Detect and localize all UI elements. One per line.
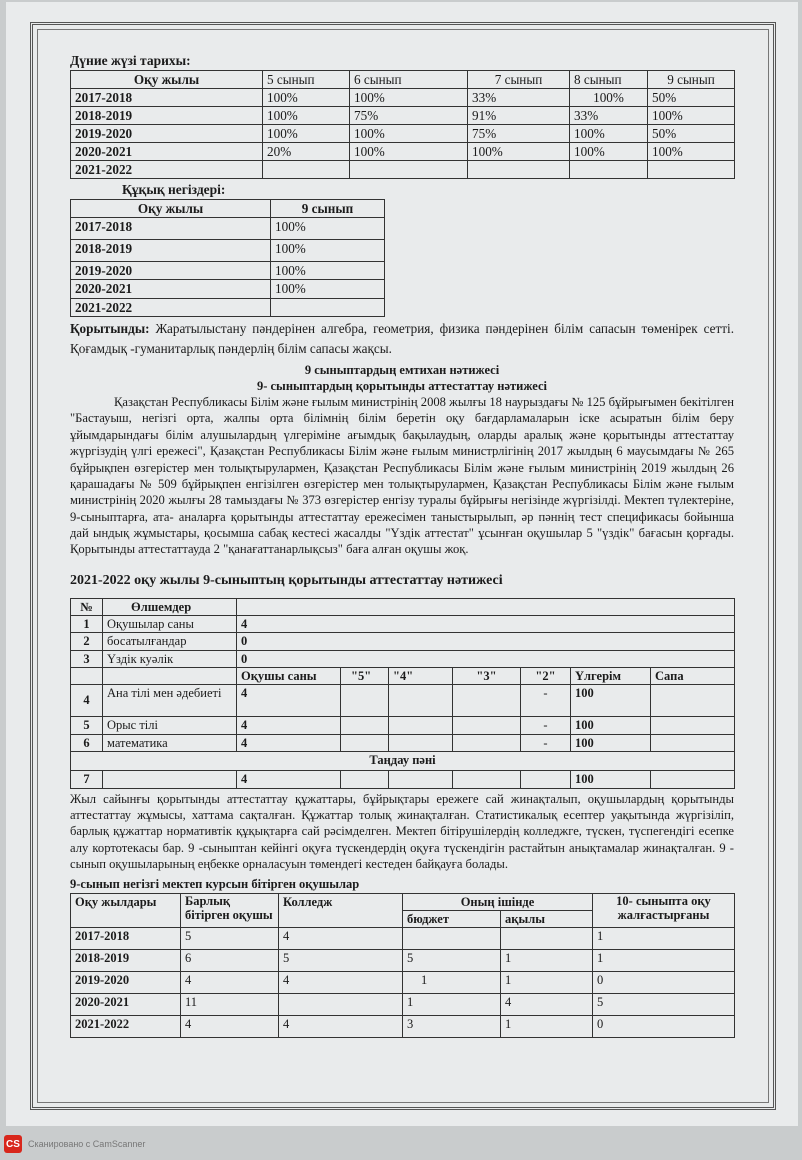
grade-cell <box>389 771 453 788</box>
law-table <box>70 199 385 317</box>
table-cell: 100% <box>263 106 350 124</box>
table-row <box>71 735 735 752</box>
subheader-cell: "4" <box>389 667 453 684</box>
table-row <box>71 106 735 124</box>
subject-label <box>103 771 237 788</box>
table-row <box>71 218 385 240</box>
performance-cell: 100 <box>571 685 651 717</box>
table-cell: 33% <box>570 106 648 124</box>
exam-paragraph: Қазақстан Республикасы Білім және ғылым министрінің 2008 жылғы 18 наурыздағы № 125 бұйрығымен бекітілген "Бастауыш, негізгі орта, жалпы орта білімнің білім беретін оқу бағдарламаларын іске асыратын білім беру ұйымдарындағы білім алушылардың үлгеріміне ағымдық бақылаудың, оларды аралық және қорытынды аттестаттау жүргізудің үлгі ережесі", Қазақстан Республикасы Білім және ғылым министрлігінің 2017 жылдың 6 маусымдағы № 265 бұйрықпен өзгерістер мен толықтырулармен, Қазақстан Республикасы Білім және ғылым министрінің 2019 жылдың 26 қарашадағы № 509 бұйрықпен енгізілген өзгерістер мен толықтырулармен, Қазақстан Республикасы Білім және ғылым министрінің 2020 жылғы 28 тамыздағы № 373 өзгерістер енгізу туралы бұйрығы негізінде жүргізілді. Мектеп түлектеріне, 9-сыныптарға, ата- аналарға қорытынды аттестаттау ережесімен таныстырылып, әр пәннің тест спецификасы бойынша дай ындық жұмыстары, қосымша сабақ кестесі жасалды "Үздік аттестат" ұсынған оқушылар 5 "үздік" бағасын қорғады. Қорытынды аттестаттауда 2 "қанағаттанарлықсыз" баға алған оқушы жоқ. <box>70 395 734 557</box>
table-cell: 100% <box>263 125 350 143</box>
documents-paragraph: Жыл сайынғы қорытынды аттестаттау құжаттары, бұйрықтары ережеге сай жинақталып, оқушылардың қорытынды аттестаттау жұмысы, хаттама сақталған. Құжаттар толық жинақталған. Статистикалық есептер уақытында жүргізіліп, барлық құжаттар нормативтік құқықтарға сай рәсімделген. Мектеп бітірушілердің колледжге, түскен, түспегендігі есепке алу кортотекасы бар. 9 -сыныптан кейінгі оқуға түскендердің оқуға түскендігін растайтын анықтамалар жинақталған. 9 - сынып оқушыларының еңбекке орналасуын төмендегі кестеден байқауға болады. <box>70 791 734 872</box>
row-number: 3 <box>71 650 103 667</box>
student-count: 4 <box>237 735 341 752</box>
student-count: 4 <box>237 717 341 735</box>
table-cell: 100% <box>570 125 648 143</box>
table-cell: 100% <box>570 88 648 106</box>
graduates-table <box>70 893 735 1039</box>
table-cell: 5 <box>403 950 501 972</box>
table-row <box>71 771 735 788</box>
table-row <box>71 143 735 161</box>
year-cell: 2021-2022 <box>71 161 263 179</box>
table-cell: 20% <box>263 143 350 161</box>
header-cell: 7 сынып <box>468 70 570 88</box>
subject-label: математика <box>103 735 237 752</box>
subject-label: Орыс тілі <box>103 717 237 735</box>
table-row <box>71 240 385 262</box>
year-cell: 2017-2018 <box>71 88 263 106</box>
row-number: 7 <box>71 771 103 788</box>
table-cell: 1 <box>501 1016 593 1038</box>
table-cell: 100% <box>648 106 735 124</box>
table-cell <box>501 928 593 950</box>
header-cell: 5 сынып <box>263 70 350 88</box>
table-cell: 1 <box>501 972 593 994</box>
table-cell: 50% <box>648 125 735 143</box>
budget-header: бюджет <box>403 910 501 927</box>
total-header: Барлық бітірген оқушы <box>181 893 279 928</box>
table-cell: 100% <box>271 262 385 280</box>
table-cell: 100% <box>350 88 468 106</box>
table-cell: 5 <box>181 928 279 950</box>
student-count: 4 <box>237 771 341 788</box>
year-cell: 2017-2018 <box>71 928 181 950</box>
table-cell: 75% <box>468 125 570 143</box>
world-history-heading: Дүние жүзі тарихы: <box>70 53 191 68</box>
table-cell: 5 <box>593 994 735 1016</box>
table-row <box>71 685 735 717</box>
attestation-results-title: 9- сыныптардың қорытынды аттестаттау нәтижесі <box>256 378 548 393</box>
camscanner-logo-icon: CS <box>4 1135 22 1153</box>
subheader-cell: Үлгерім <box>571 667 651 684</box>
table-cell: 100% <box>468 143 570 161</box>
table-cell: 4 <box>279 1016 403 1038</box>
table-header-row <box>71 200 385 218</box>
metrics-header: Өлшемдер <box>103 598 237 615</box>
table-cell: 100% <box>570 143 648 161</box>
table-cell: 0 <box>593 972 735 994</box>
table-cell: 33% <box>468 88 570 106</box>
grade-cell <box>341 771 389 788</box>
year-cell: 2020-2021 <box>71 994 181 1016</box>
metric-value: 0 <box>237 650 735 667</box>
table-cell: 4 <box>181 1016 279 1038</box>
law-heading: Құқық негіздері: <box>122 182 226 198</box>
table-cell <box>403 928 501 950</box>
header-cell: 9 сынып <box>271 200 385 218</box>
table-cell: 100% <box>263 88 350 106</box>
table-row <box>71 88 735 106</box>
row-number: 6 <box>71 735 103 752</box>
table-cell: 1 <box>593 950 735 972</box>
table-cell: 1 <box>501 950 593 972</box>
grade-cell <box>389 735 453 752</box>
document-content <box>70 48 734 1038</box>
elective-label: Таңдау пәні <box>71 752 735 771</box>
header-cell: Оқу жылы <box>71 70 263 88</box>
metric-value: 0 <box>237 633 735 650</box>
quality-cell <box>651 685 735 717</box>
row-number: 1 <box>71 616 103 633</box>
table-row <box>71 633 735 650</box>
table-cell: 1 <box>593 928 735 950</box>
quality-cell <box>651 735 735 752</box>
year-cell: 2019-2020 <box>71 262 271 280</box>
grade-cell <box>521 771 571 788</box>
header-cell: 6 сынып <box>350 70 468 88</box>
table-subheader-row <box>71 667 735 684</box>
grade-cell: - <box>521 717 571 735</box>
table-cell <box>350 161 468 179</box>
grade-cell <box>389 717 453 735</box>
grade-cell <box>341 717 389 735</box>
number-header: № <box>71 598 103 615</box>
year-cell: 2021-2022 <box>71 1016 181 1038</box>
elective-header-row <box>71 752 735 771</box>
table-cell: 5 <box>279 950 403 972</box>
camscanner-text: Сканировано с CamScanner <box>28 1139 146 1149</box>
table-cell: 1 <box>403 994 501 1016</box>
table-cell <box>279 994 403 1016</box>
subheader-cell: Оқушы саны <box>237 667 341 684</box>
table-cell: 11 <box>181 994 279 1016</box>
year-cell: 2019-2020 <box>71 972 181 994</box>
grade-cell <box>453 685 521 717</box>
table-header-row <box>71 893 735 910</box>
table-cell: 4 <box>279 928 403 950</box>
subheader-cell: "5" <box>341 667 389 684</box>
table-row <box>71 616 735 633</box>
table-cell: 3 <box>403 1016 501 1038</box>
of-which-header: Оның ішінде <box>403 893 593 910</box>
grade10-header: 10- сыныпта оқу жалғастырғаны <box>593 893 735 928</box>
year-cell: 2018-2019 <box>71 106 263 124</box>
table-row <box>71 280 385 298</box>
subject-label: Ана тілі мен әдебиеті <box>103 685 237 717</box>
attestation-table <box>70 598 735 789</box>
table-header-row <box>71 70 735 88</box>
table-cell: 100% <box>648 143 735 161</box>
table-cell: 75% <box>350 106 468 124</box>
table-header-row <box>71 598 735 615</box>
exam-title: 9 сыныптардың емтихан нәтижесі <box>304 362 500 377</box>
table-cell: 50% <box>648 88 735 106</box>
metric-value: 4 <box>237 616 735 633</box>
table-cell <box>570 161 648 179</box>
metric-label: Оқушылар саны <box>103 616 237 633</box>
year-cell: 2017-2018 <box>71 218 271 240</box>
grade-cell <box>341 735 389 752</box>
paid-header: ақылы <box>501 910 593 927</box>
table-cell <box>648 161 735 179</box>
table-cell: 100% <box>350 143 468 161</box>
year-cell: 2020-2021 <box>71 143 263 161</box>
grade-cell: - <box>521 735 571 752</box>
table-cell: 100% <box>271 218 385 240</box>
conclusion-paragraph <box>70 319 734 360</box>
table-cell <box>71 667 103 684</box>
header-cell <box>237 598 735 615</box>
table-cell: 100% <box>271 280 385 298</box>
table-cell: 6 <box>181 950 279 972</box>
quality-cell <box>651 771 735 788</box>
table-row <box>71 950 735 972</box>
table-cell: 1 <box>403 972 501 994</box>
subheader-cell: "2" <box>521 667 571 684</box>
college-header: Колледж <box>279 893 403 928</box>
subheader-cell: "3" <box>453 667 521 684</box>
world-history-table <box>70 70 735 180</box>
table-row <box>71 717 735 735</box>
grade-cell: - <box>521 685 571 717</box>
performance-cell: 100 <box>571 735 651 752</box>
header-cell: 9 сынып <box>648 70 735 88</box>
table-cell: 0 <box>593 1016 735 1038</box>
year-cell: 2021-2022 <box>71 298 271 316</box>
camscanner-footer <box>4 1134 145 1154</box>
table-row <box>71 972 735 994</box>
table-cell <box>103 667 237 684</box>
grade-cell <box>453 735 521 752</box>
year-cell: 2018-2019 <box>71 240 271 262</box>
table-cell: 4 <box>181 972 279 994</box>
metric-label: Үздік куәлік <box>103 650 237 667</box>
metric-label: босатылғандар <box>103 633 237 650</box>
year-header: Оқу жылдары <box>71 893 181 928</box>
header-cell: Оқу жылы <box>71 200 271 218</box>
grade-cell <box>389 685 453 717</box>
table-row <box>71 1016 735 1038</box>
table-cell <box>468 161 570 179</box>
table-row <box>71 994 735 1016</box>
table-row <box>71 161 735 179</box>
table-row <box>71 262 385 280</box>
attestation-table-title: 2021-2022 оқу жылы 9-сыныптың қорытынды аттестаттау нәтижесі <box>70 572 503 588</box>
table-row <box>71 125 735 143</box>
grade-cell <box>453 771 521 788</box>
graduates-heading: 9-сынып негізгі мектеп курсын бітірген оқушылар <box>70 877 360 892</box>
row-number: 4 <box>71 685 103 717</box>
table-row <box>71 650 735 667</box>
year-cell: 2018-2019 <box>71 950 181 972</box>
row-number: 2 <box>71 633 103 650</box>
table-cell: 4 <box>501 994 593 1016</box>
row-number: 5 <box>71 717 103 735</box>
subheader-cell: Сапа <box>651 667 735 684</box>
conclusion-label: Қорытынды: <box>70 320 150 336</box>
grade-cell <box>453 717 521 735</box>
student-count: 4 <box>237 685 341 717</box>
year-cell: 2019-2020 <box>71 125 263 143</box>
conclusion-text: Жаратылыстану пәндерінен алгебра, геометрия, физика пәндерінен білім сапасын төменірек сетті. Қоғамдық -гуманитарлық пәндерлің білім сапасы жақсы. <box>70 320 734 357</box>
table-cell <box>271 298 385 316</box>
table-cell: 100% <box>350 125 468 143</box>
year-cell: 2020-2021 <box>71 280 271 298</box>
performance-cell: 100 <box>571 717 651 735</box>
quality-cell <box>651 717 735 735</box>
table-cell: 91% <box>468 106 570 124</box>
table-cell: 100% <box>271 240 385 262</box>
header-cell: 8 сынып <box>570 70 648 88</box>
performance-cell: 100 <box>571 771 651 788</box>
table-cell <box>263 161 350 179</box>
table-cell: 4 <box>279 972 403 994</box>
grade-cell <box>341 685 389 717</box>
table-row <box>71 298 385 316</box>
table-row <box>71 928 735 950</box>
